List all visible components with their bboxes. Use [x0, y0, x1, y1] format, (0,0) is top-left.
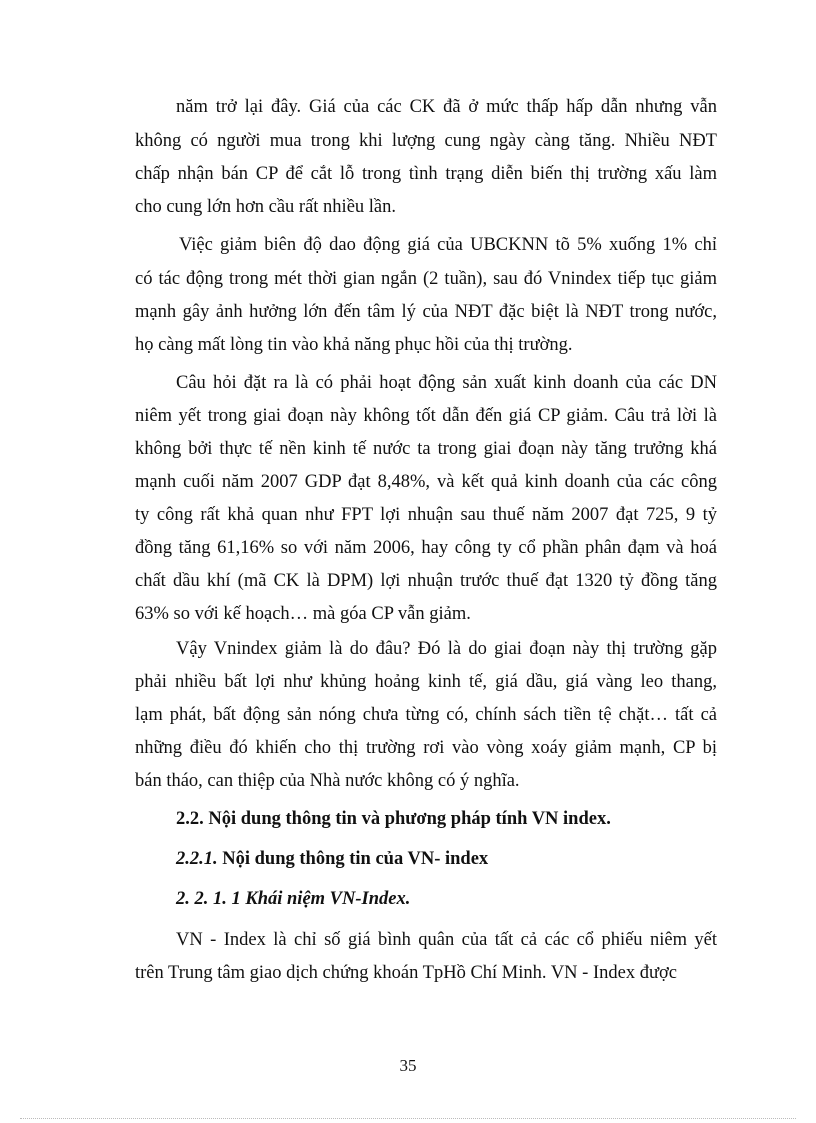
paragraph-line: có tác động trong mét thời gian ngắn (2 tuần), sau đó Vnindex tiếp tục giảm — [135, 269, 717, 289]
subsubsection-heading: 2. 2. 1. 1 Khái niệm VN-Index. — [176, 889, 411, 909]
paragraph-line: 63% so với kế hoạch… mà góa CP vẫn giảm. — [135, 604, 471, 624]
paragraph-line: mạnh gây ảnh hưởng lớn đến tâm lý của NĐT đặc biệt là NĐT trong nước, — [135, 302, 717, 322]
page-bottom-divider — [20, 1118, 796, 1119]
paragraph-line: mạnh cuối năm 2007 GDP đạt 8,48%, và kết quả kinh doanh của các công — [135, 472, 717, 492]
subsection-number: 2.2.1. — [176, 849, 218, 869]
paragraph-line: Việc giảm biên độ dao động giá của UBCKNN tõ 5% xuống 1% chỉ — [179, 235, 717, 255]
paragraph-line: Vậy Vnindex giảm là do đâu? Đó là do giai đoạn này thị trường gặp — [176, 639, 717, 659]
subsection-heading — [176, 848, 488, 870]
paragraph-line: chấp nhận bán CP để cắt lỗ trong tình trạng diễn biến thị trường xấu làm — [135, 164, 717, 184]
section-heading: 2.2. Nội dung thông tin và phương pháp tính VN index. — [176, 809, 611, 829]
paragraph-line: năm trở lại đây. Giá của các CK đã ở mức thấp hấp dẫn nhưng vẫn — [176, 97, 717, 117]
paragraph-line: lạm phát, bất động sản nóng chưa từng có, chính sách tiền tệ chặt… tất cả — [135, 705, 717, 725]
paragraph-line: cho cung lớn hơn cầu rất nhiều lần. — [135, 197, 397, 217]
paragraph-line: trên Trung tâm giao dịch chứng khoán TpHồ Chí Minh. VN - Index được — [135, 963, 677, 983]
paragraph-line: Câu hỏi đặt ra là có phải hoạt động sản xuất kinh doanh của các DN — [176, 373, 717, 393]
paragraph-line: phải nhiều bất lợi như khủng hoảng kinh tế, giá dầu, giá vàng leo thang, — [135, 672, 717, 692]
paragraph-line: đồng tăng 61,16% so với năm 2006, hay công ty cổ phần phân đạm và hoá — [135, 538, 717, 558]
paragraph-line: không có người mua trong khi lượng cung ngày càng tăng. Nhiều NĐT — [135, 131, 717, 151]
page-number: 35 — [399, 1056, 417, 1075]
paragraph-line: họ càng mất lòng tin vào khả năng phục hồi của thị trường. — [135, 335, 573, 355]
paragraph-line: ty công rất khả quan như FPT lợi nhuận sau thuế năm 2007 đạt 725, 9 tỷ — [135, 505, 717, 525]
paragraph-line: bán tháo, can thiệp của Nhà nước không có ý nghĩa. — [135, 771, 520, 791]
paragraph-line: VN - Index là chỉ số giá bình quân của tất cả các cổ phiếu niêm yết — [176, 930, 717, 950]
paragraph-line: những điều đó khiến cho thị trường rơi vào vòng xoáy giảm mạnh, CP bị — [135, 738, 717, 758]
paragraph-line: niêm yết trong giai đoạn này không tốt dẫn đến giá CP giảm. Câu trả lời là — [135, 406, 717, 426]
paragraph-line: chất dầu khí (mã CK là DPM) lợi nhuận trước thuế đạt 1320 tỷ đồng tăng — [135, 571, 717, 591]
paragraph-line: không bởi thực tế nền kinh tế nước ta trong giai đoạn này tăng trưởng khá — [135, 439, 717, 459]
subsection-title: Nội dung thông tin của VN- index — [217, 849, 489, 869]
